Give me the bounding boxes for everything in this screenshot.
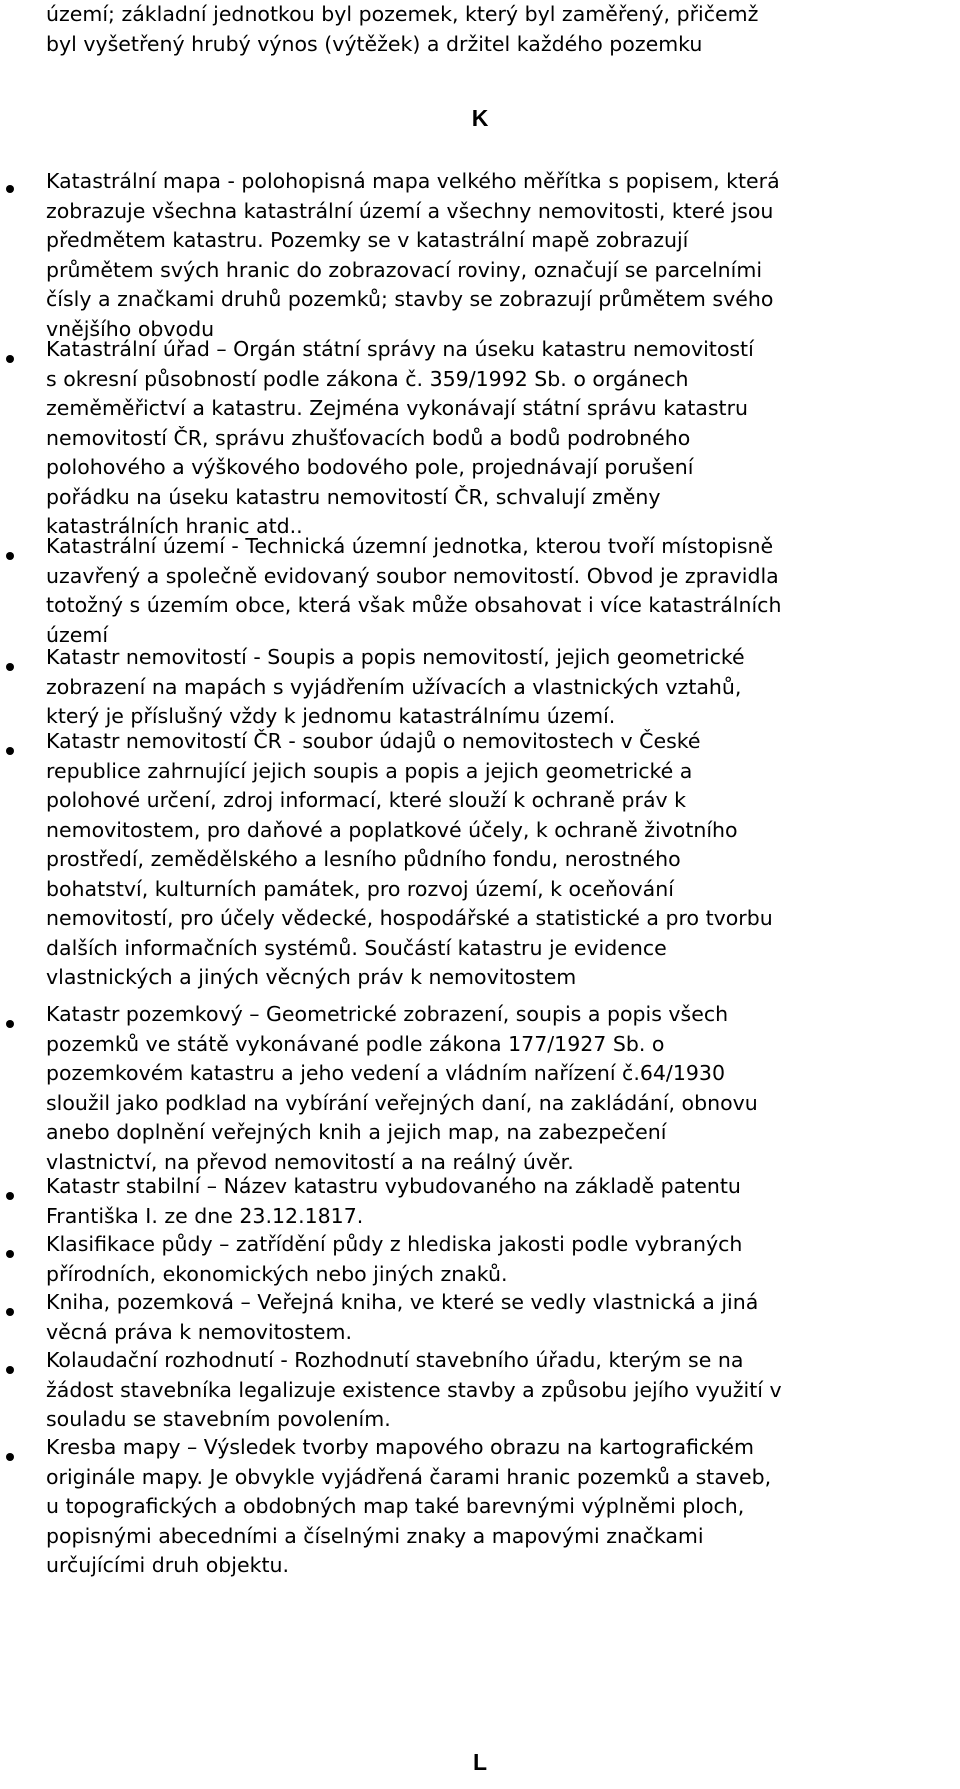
text-line: Kresba mapy – Výsledek tvorby mapového obrazu na kartografickém (46, 1435, 754, 1459)
list-item-text (46, 167, 946, 344)
text-line: vnějšího obvodu (46, 316, 215, 341)
text-line: vlastnictví, na převod nemovitostí a na reálný úvěr. (46, 1149, 574, 1174)
text-line: souladu se stavebním povolením. (46, 1407, 391, 1431)
text-line: katastrálních hranic atd.. (46, 514, 303, 538)
list-item-text (46, 1000, 946, 1177)
text-line: žádost stavebníka legalizuje existence stavby a způsobu jejího využití v (46, 1377, 782, 1402)
text-line: republice zahrnující jejich soupis a popis a jejich geometrické a (46, 758, 693, 783)
intro-paragraph (46, 0, 946, 59)
text-line: Katastr pozemkový – Geometrické zobrazení, soupis a popis všech (46, 1002, 729, 1026)
text-line: Kniha, pozemková – Veřejná kniha, ve které se vedly vlastnická a jiná (46, 1290, 759, 1314)
list-item-text (46, 1230, 946, 1289)
text-line: nemovitostí, pro účely vědecké, hospodářské a statistické a pro tvorbu (46, 906, 773, 930)
bullet-icon (6, 552, 14, 560)
list-item-text (46, 1433, 946, 1581)
text-line: polohového a výškového bodového pole, projednávají porušení (46, 455, 694, 479)
text-line: Katastr nemovitostí - Soupis a popis nemovitostí, jejich geometrické (46, 645, 745, 669)
bullet-icon (6, 1308, 14, 1316)
text-line: určujícími druh objektu. (46, 1553, 289, 1577)
bullet-icon (6, 185, 14, 193)
intro-line: byl vyšetřený hrubý výnos (výtěžek) a držitel každého pozemku (46, 31, 703, 56)
list-item-text (46, 532, 946, 650)
text-line: pozemkovém katastru a jeho vedení a vládním nařízení č.64/1930 (46, 1061, 726, 1085)
text-line: Františka I. ze dne 23.12.1817. (46, 1203, 364, 1228)
list-item-text (46, 1172, 946, 1231)
text-line: věcná práva k nemovitostem. (46, 1319, 353, 1344)
text-line: průmětem svých hranic do zobrazovací roviny, označují se parcelními (46, 257, 763, 282)
bullet-icon (6, 355, 14, 363)
bullet-icon (6, 1020, 14, 1028)
text-line: u topografických a obdobných map také barevnými výplněmi ploch, (46, 1494, 745, 1518)
intro-line: území; základní jednotkou byl pozemek, který byl zaměřený, přičemž (46, 2, 759, 26)
text-line: Klasifikace půdy – zatřídění půdy z hlediska jakosti podle vybraných (46, 1232, 743, 1256)
text-line: prostředí, zemědělského a lesního půdního fondu, nerostného (46, 847, 681, 871)
text-line: totožný s územím obce, která však může obsahovat i více katastrálních (46, 593, 782, 617)
text-line: Katastrální mapa - polohopisná mapa velkého měřítka s popisem, která (46, 169, 780, 193)
text-line: dalších informačních systémů. Součástí katastru je evidence (46, 935, 667, 960)
text-line: čísly a značkami druhů pozemků; stavby se zobrazují průmětem svého (46, 287, 774, 311)
text-line: přírodních, ekonomických nebo jiných znaků. (46, 1261, 508, 1286)
text-line: Kolaudační rozhodnutí - Rozhodnutí stavebního úřadu, kterým se na (46, 1348, 744, 1372)
text-line: zobrazení na mapách s vyjádřením užívacích a vlastnických vztahů, (46, 674, 742, 699)
text-line: pořádku na úseku katastru nemovitostí ČR, schvalují změny (46, 484, 661, 509)
list-item-text (46, 643, 946, 732)
text-line: s okresní působností podle zákona č. 359/1992 Sb. o orgánech (46, 366, 689, 391)
text-line: nemovitostí ČR, správu zhušťovacích bodů a bodů podrobného (46, 425, 691, 450)
text-line: Katastrální území - Technická územní jednotka, kterou tvoří místopisně (46, 534, 774, 558)
text-line: nemovitostem, pro daňové a poplatkové účely, k ochraně životního (46, 817, 738, 842)
text-line: popisnými abecedními a číselnými znaky a mapovými značkami (46, 1523, 704, 1548)
text-line: Katastrální úřad – Orgán státní správy na úseku katastru nemovitostí (46, 337, 754, 361)
section-heading-l: L (472, 1749, 488, 1775)
text-line: pozemků ve státě vykonávané podle zákona 177/1927 Sb. o (46, 1031, 665, 1056)
list-item-text (46, 1346, 946, 1435)
text-line: bohatství, kulturních památek, pro rozvoj území, k oceňování (46, 876, 674, 901)
text-line: originále mapy. Je obvykle vyjádřená čarami hranic pozemků a staveb, (46, 1464, 772, 1489)
bullet-icon (6, 1366, 14, 1374)
text-line: vlastnických a jiných věcných práv k nemovitostem (46, 965, 577, 989)
bullet-icon (6, 1192, 14, 1200)
bullet-icon (6, 747, 14, 755)
text-line: anebo doplnění veřejných knih a jejich map, na zabezpečení (46, 1120, 667, 1144)
bullet-icon (6, 663, 14, 671)
text-line: zobrazuje všechna katastrální území a všechny nemovitosti, které jsou (46, 198, 774, 223)
text-line: zeměměřictví a katastru. Zejména vykonávají státní správu katastru (46, 396, 749, 420)
list-item-text (46, 1288, 946, 1347)
text-line: uzavřený a společně evidovaný soubor nemovitostí. Obvod je zpravidla (46, 563, 779, 588)
bullet-icon (6, 1250, 14, 1258)
text-line: který je příslušný vždy k jednomu katastrálnímu území. (46, 704, 616, 728)
bullet-icon (6, 1453, 14, 1461)
text-line: polohové určení, zdroj informací, které slouží k ochraně práv k (46, 788, 687, 812)
section-heading-k: K (471, 105, 489, 131)
text-line: sloužil jako podklad na vybírání veřejných daní, na zakládání, obnovu (46, 1090, 758, 1115)
list-item-text (46, 335, 946, 542)
text-line: území (46, 622, 109, 647)
text-line: předmětem katastru. Pozemky se v katastrální mapě zobrazují (46, 228, 689, 252)
list-item-text (46, 727, 946, 993)
text-line: Katastr stabilní – Název katastru vybudovaného na základě patentu (46, 1174, 741, 1198)
text-line: Katastr nemovitostí ČR - soubor údajů o nemovitostech v České (46, 729, 701, 753)
